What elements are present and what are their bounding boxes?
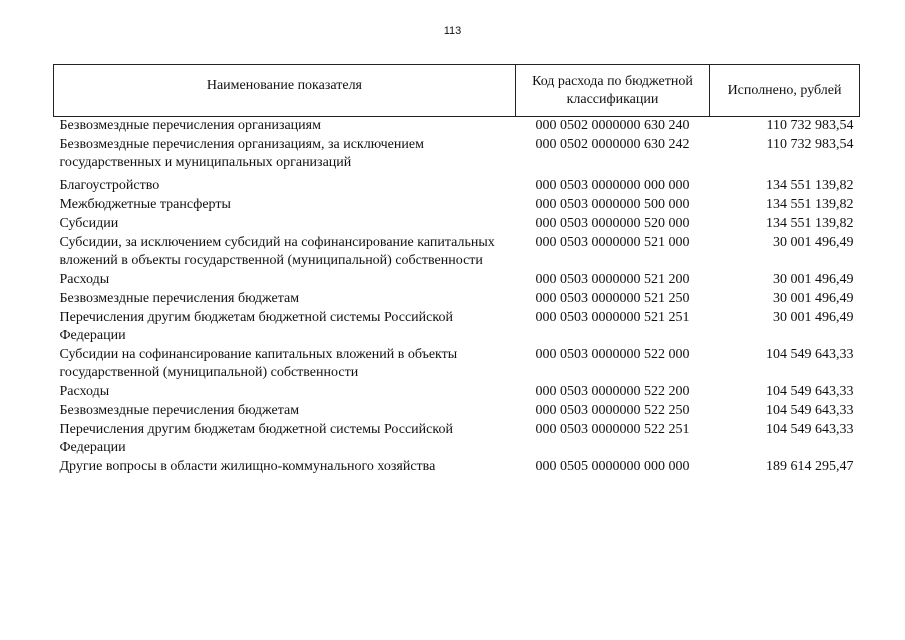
row-amount: 110 732 983,54 <box>766 118 854 133</box>
row-name: Благоустройство <box>59 178 160 193</box>
row-code: 000 0502 0000000 630 242 <box>535 137 690 152</box>
row-code: 000 0502 0000000 630 240 <box>535 118 690 133</box>
row-code: 000 0503 0000000 522 200 <box>535 384 690 399</box>
table-row <box>54 383 860 402</box>
row-amount: 104 549 643,33 <box>766 384 854 399</box>
header-amount: Исполнено, рублей <box>710 65 860 117</box>
table-row <box>54 215 860 234</box>
row-code: 000 0503 0000000 521 000 <box>535 235 690 250</box>
row-name: Безвозмездные перечисления организациям <box>59 118 321 133</box>
row-amount: 104 549 643,33 <box>766 347 854 362</box>
header-name: Наименование показателя <box>54 65 516 117</box>
row-amount: 189 614 295,47 <box>766 459 854 474</box>
table-row <box>54 458 860 477</box>
row-code: 000 0503 0000000 500 000 <box>535 197 690 212</box>
row-name: Безвозмездные перечисления бюджетам <box>59 291 300 306</box>
table-row <box>54 117 860 137</box>
row-name: Субсидии, за исключением субсидий на софинансирование капитальных вложений в объекты государственной (муниципальной) собственности <box>59 235 495 268</box>
row-amount: 30 001 496,49 <box>773 291 854 306</box>
row-name: Межбюджетные трансферты <box>59 197 231 212</box>
page-number: 113 <box>443 25 462 37</box>
row-name: Другие вопросы в области жилищно-коммунального хозяйства <box>59 459 436 474</box>
row-name: Безвозмездные перечисления бюджетам <box>59 403 300 418</box>
row-code: 000 0503 0000000 521 251 <box>535 310 690 325</box>
row-amount: 30 001 496,49 <box>773 235 854 250</box>
row-amount: 30 001 496,49 <box>773 272 854 287</box>
row-amount: 134 551 139,82 <box>766 216 854 231</box>
row-code: 000 0503 0000000 522 000 <box>535 347 690 362</box>
row-code: 000 0503 0000000 522 251 <box>535 422 690 437</box>
header-code: Код расхода по бюджетной классификации <box>515 65 709 117</box>
table-row <box>54 234 860 271</box>
row-amount: 30 001 496,49 <box>773 310 854 325</box>
table-row <box>54 346 860 383</box>
row-amount: 134 551 139,82 <box>766 197 854 212</box>
row-amount: 134 551 139,82 <box>766 178 854 193</box>
table-row <box>54 309 860 346</box>
table-row <box>54 402 860 421</box>
row-name: Расходы <box>59 384 110 399</box>
table-row <box>54 290 860 309</box>
row-amount: 104 549 643,33 <box>766 403 854 418</box>
table-row <box>54 421 860 458</box>
row-name: Субсидии <box>59 216 119 231</box>
row-code: 000 0503 0000000 521 250 <box>535 291 690 306</box>
table-row <box>54 136 860 173</box>
row-name: Перечисления другим бюджетам бюджетной системы Российской Федерации <box>59 422 453 455</box>
expenditure-table <box>53 64 860 477</box>
table-row <box>54 196 860 215</box>
row-code: 000 0503 0000000 522 250 <box>535 403 690 418</box>
row-name: Перечисления другим бюджетам бюджетной системы Российской Федерации <box>59 310 453 343</box>
table-row <box>54 173 860 196</box>
row-name: Субсидии на софинансирование капитальных вложений в объекты государственной (муниципальной) собственности <box>59 347 458 380</box>
row-code: 000 0503 0000000 000 000 <box>535 178 690 193</box>
row-code: 000 0503 0000000 520 000 <box>535 216 690 231</box>
table-header-row <box>54 65 860 117</box>
row-amount: 104 549 643,33 <box>766 422 854 437</box>
row-amount: 110 732 983,54 <box>766 137 854 152</box>
row-code: 000 0505 0000000 000 000 <box>535 459 690 474</box>
table-row <box>54 271 860 290</box>
row-name: Расходы <box>59 272 110 287</box>
row-name: Безвозмездные перечисления организациям, за исключением государственных и муниципальных организаций <box>59 137 424 170</box>
row-code: 000 0503 0000000 521 200 <box>535 272 690 287</box>
